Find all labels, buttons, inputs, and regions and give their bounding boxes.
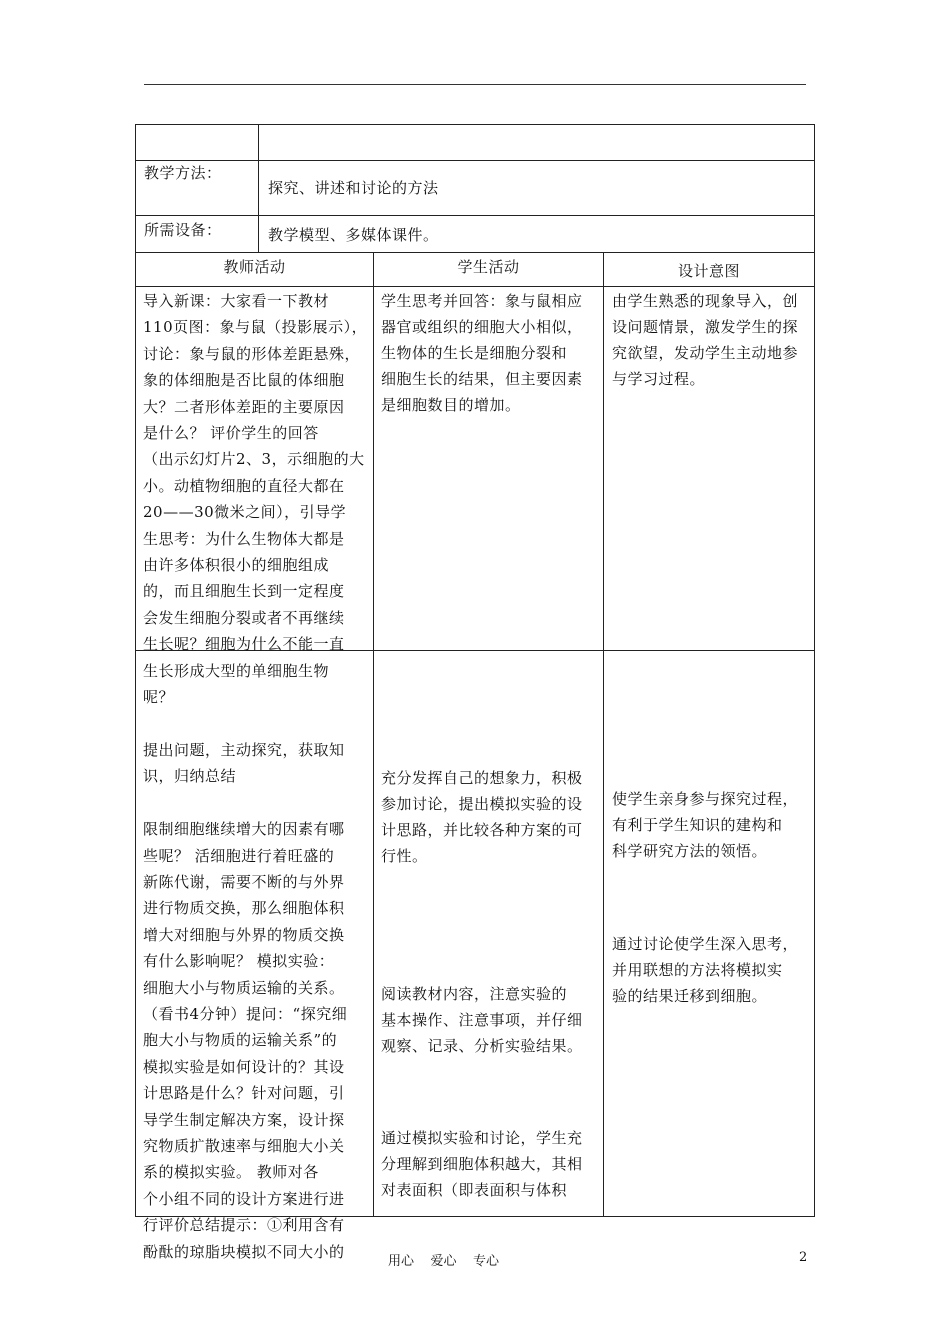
student-activity-block: 通过模拟实验和讨论，学生充 分理解到细胞体积越大，其相 对表面积（即表面积与体积 [381,1129,583,1199]
design-intent-block: 由学生熟悉的现象导入，创 设问题情景，激发学生的探 究欲望，发动学生主动地参 与学习过程。 [612,292,799,388]
student-activity-block: 阅读教材内容，注意实验的 基本操作、注意事项，并仔细 观察、记录、分析实验结果。 [381,985,583,1055]
equipment-value: 教学模型、多媒体课件。 [268,226,439,244]
footer-motto: 用心 爱心 专心 [388,1254,500,1269]
teacher-activity-text: 导入新课：大家看一下教材 110页图：象与鼠（投影展示）， 讨论：象与鼠的形体差距悬殊， 象的体细胞是否比鼠的体细胞 大？二者形体差距的主要原因 是什么？ 评价学生的回答 （出示幻灯片2、3，示细胞的大 小。动植物细胞的直径大都在 20——30微米之间），引导学 生思考：为什么生物体大都是 由许多体积很小的细胞组成 的，而且细胞生长到一定程度 会发生细胞分裂或者不再继续 生长呢？细胞为什么不能一直 生长形成大型的单细胞生物 呢？ 提出问题，主动探究，获取知 识，归纳总结 限制细胞继续增大的因素有哪 些呢？ 活细胞进行着旺盛的 新陈代谢，需要不断的与外界 进行物质交换，那么细胞体积 增大对细胞与外界的物质交换 有什么影响呢？ 模拟实验： 细胞大小与物质运输的关系。 （看书4分钟）提问：“探究细 胞大小与物质的运输关系”的 模拟实验是如何设计的？其设 计思路是什么？针对问题，引 导学生制定解决方案，设计探 究物质扩散速率与细胞大小关 系的模拟实验。 教师对各 个小组不同的设计方案进行进 行评价总结提示：①利用含有 酚酞的琼脂块模拟不同大小的 [143,292,368,1261]
header-rule [144,84,806,85]
design-intent-block: 使学生亲身参与探究过程， 有利于学生知识的建构和 科学研究方法的领悟。 [612,790,799,860]
header-design-intent: 设计意图 [677,262,740,280]
student-activity-block: 学生思考并回答：象与鼠相应 器官或组织的细胞大小相似， 生物体的生长是细胞分裂和 细胞生长的结果，但主要因素 是细胞数目的增加。 [381,292,583,414]
page-number: 2 [799,1250,808,1265]
header-student-activity: 学生活动 [457,258,520,276]
method-label: 教学方法： [144,164,222,182]
design-intent-block: 通过讨论使学生深入思考， 并用联想的方法将模拟实 验的结果迁移到细胞。 [612,935,799,1005]
student-activity-block: 充分发挥自己的想象力，积极 参加讨论，提出模拟实验的设 计思路，并比较各种方案的可 行性。 [381,769,583,865]
header-teacher-activity: 教师活动 [223,258,286,276]
equipment-label: 所需设备： [144,221,222,239]
method-value: 探究、讲述和讨论的方法 [268,179,439,197]
